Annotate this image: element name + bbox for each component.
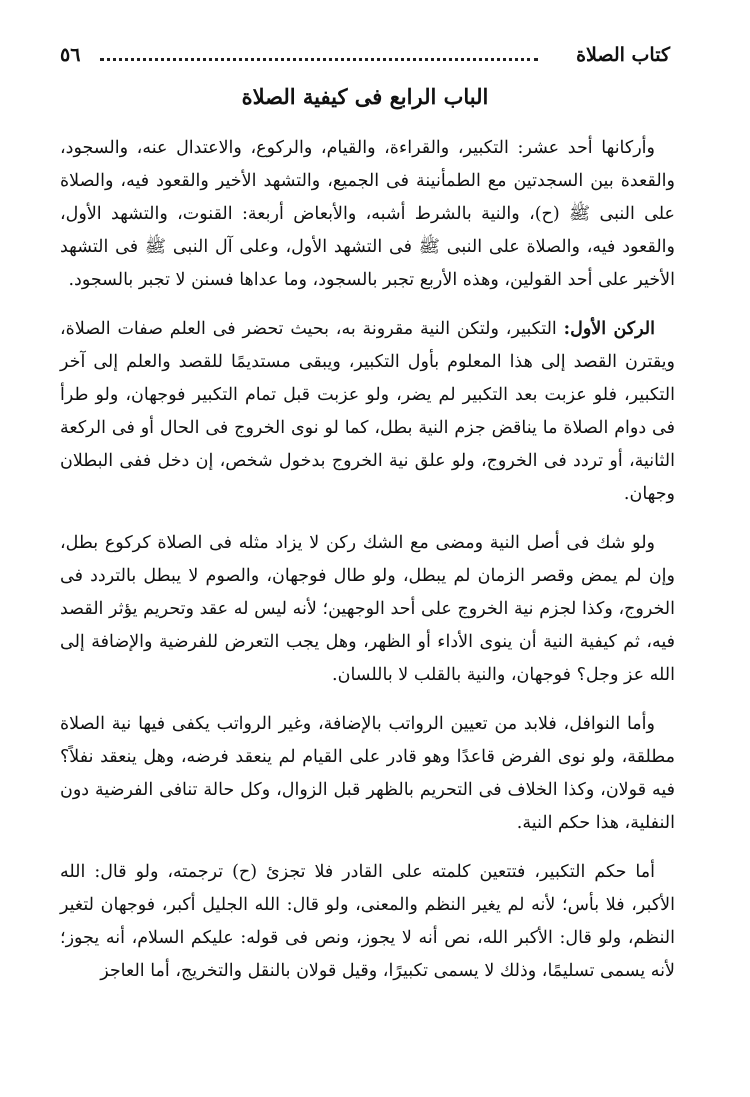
paragraph <box>60 708 675 840</box>
paragraph-text: وأركانها أحد عشر: التكبير، والقراءة، والقيام، والركوع، والاعتدال عنه، والسجود، والقعدة بين السجدتين مع الطمأنينة فى الجميع، والتشهد الأخير والقعود فيه، والصلاة على النبى ﷺ (ح)، والنية بالشرط أشبه، والأبعاض أربعة: القنوت، والتشهد الأول، والقعود فيه، والصلاة على النبى ﷺ فى التشهد الأول، وعلى آل النبى ﷺ فى التشهد الأخير على أحد القولين، وهذه الأربع تجبر بالسجود، وما عداها فسنن لا تجبر بالسجود. <box>60 138 675 290</box>
paragraph <box>60 527 675 692</box>
paragraph <box>60 313 675 511</box>
dotted-leader <box>100 58 538 61</box>
paragraph-lead: الركن الأول: <box>563 319 655 339</box>
page-header <box>60 42 670 72</box>
paragraph <box>60 132 675 297</box>
paragraph-text: وأما النوافل، فلابد من تعيين الرواتب بالإضافة، وغير الرواتب يكفى فيها نية الصلاة مطلقة، ولو نوى الفرض قاعدًا وهو قادر على القيام لم ينعقد فرضه، وهل ينعقد نفلاً؟ فيه قولان، وكذا الخلاف فى التحريم بالظهر قبل الزوال، وكل حالة تنافى الفرضية دون النفلية، هذا حكم النية. <box>60 714 675 833</box>
paragraph-text: التكبير، ولتكن النية مقرونة به، بحيث تحضر فى العلم صفات الصلاة، ويقترن القصد إلى هذا المعلوم بأول التكبير، ويبقى مستديمًا للقصد والعلم إلى آخر التكبير، فلو عزبت بعد التكبير لم يضر، ولو عزبت قبل تمام التكبير فوجهان، ولو طرأ فى دوام الصلاة ما يناقض جزم النية بطل، كما لو نوى الخروج فى الحال أو فى الركعة الثانية، أو تردد فى الخروج، ولو علق نية الخروج بدخول شخص، إن دخل ففى البطلان وجهان. <box>60 319 675 504</box>
paragraph <box>60 856 675 988</box>
running-title: كتاب الصلاة <box>576 44 670 66</box>
paragraph-text: ولو شك فى أصل النية ومضى مع الشك ركن لا يزاد مثله فى الصلاة كركوع بطل، وإن لم يمض وقصر الزمان لم يبطل، ولو طال فوجهان، والصوم لا يبطل بالتردد فى الخروج، وكذا لجزم نية الخروج على أحد الوجهين؛ لأنه ليس له عقد وتحريم يؤثر القصد فيه، ثم كيفية النية أن ينوى الأداء أو الظهر، وهل يجب التعرض للفرضية والإضافة إلى الله عز وجل؟ فوجهان، والنية بالقلب لا باللسان. <box>60 533 675 685</box>
page-number: ٥٦ <box>60 44 81 66</box>
chapter-title: الباب الرابع فى كيفية الصلاة <box>241 84 489 109</box>
body-text <box>60 132 675 1004</box>
paragraph-text: أما حكم التكبير، فتتعين كلمته على القادر فلا تجزئ (ح) ترجمته، ولو قال: الله الأكبر، فلا بأس؛ لأنه لم يغير النظم والمعنى، ولو قال: الله الجليل أكبر، فوجهان لتغير النظم، ولو قال: الأكبر الله، نص أنه لا يجوز، ونص فى قوله: عليكم السلام، أنه يجوز؛ لأنه يسمى تسليمًا، وذلك لا يسمى تكبيرًا، وقيل قولان بالنقل والتخريج، أما العاجز <box>60 862 675 981</box>
